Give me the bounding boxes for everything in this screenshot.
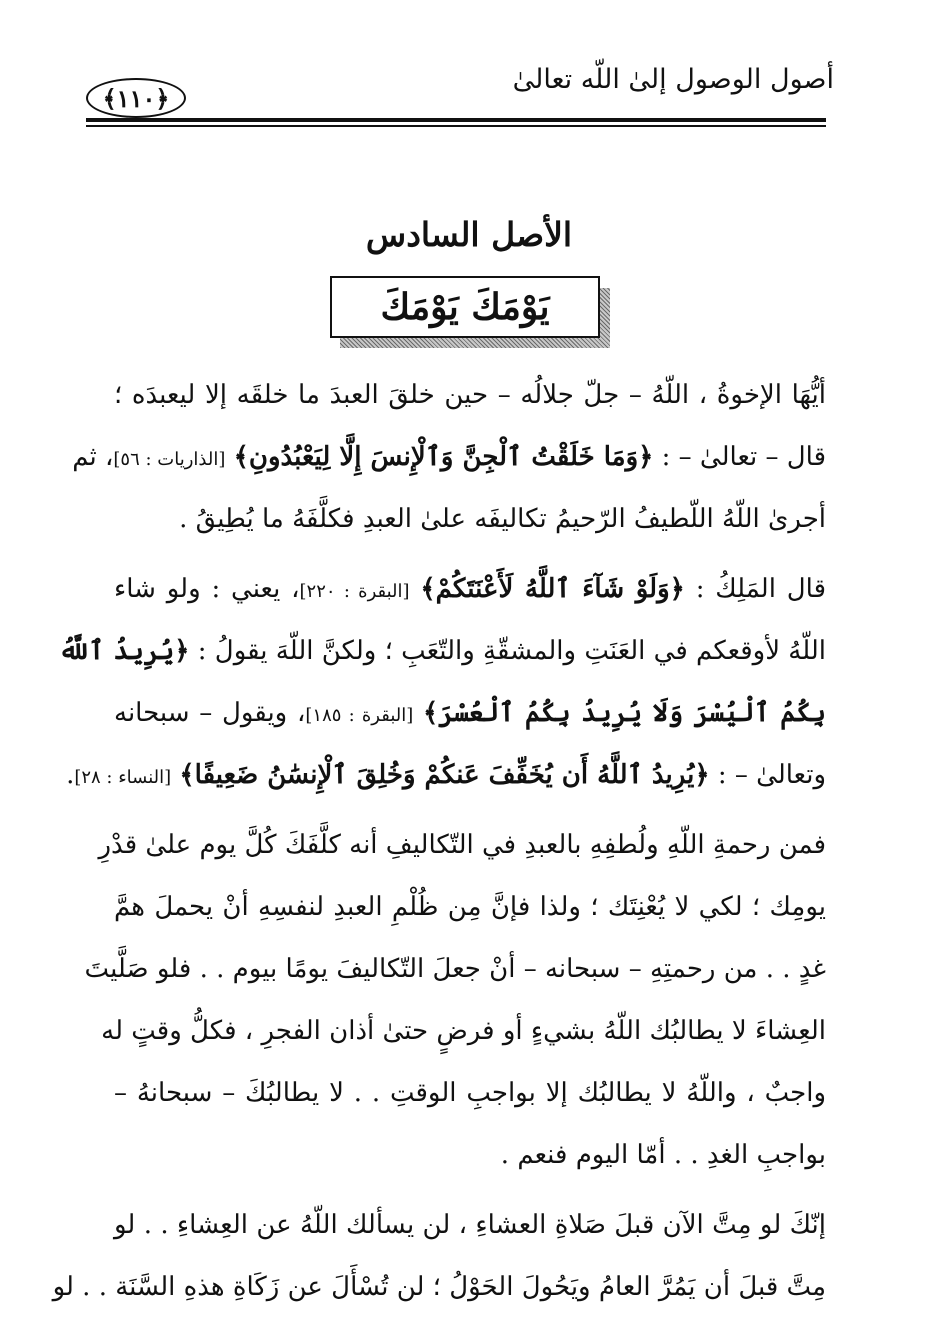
line-text: ، يعني : ولو شاء (114, 574, 300, 604)
page-number: ﴿١١٠﴾ (86, 78, 186, 118)
text-line (114, 364, 826, 426)
header-rule (86, 118, 826, 122)
quran-verse: ﴿وَلَوْ شَآءَ ٱللَّهُ لَأَعْنَتَكُمْ﴾ (420, 574, 685, 604)
paragraph-4 (52, 1194, 826, 1318)
line-text: بواجبِ الغدِ . . أمّا اليوم فنعم . (500, 1140, 826, 1170)
text-line (98, 814, 826, 876)
quran-verse: ﴿يُرِيدُ ٱللَّهُ أَن يُخَفِّفَ عَنكُمْ وَخُلِقَ ٱلْإِنسَٰنُ ضَعِيفًا﴾ (179, 760, 710, 790)
header-rule-thin (86, 125, 826, 127)
line-text: وتعالىٰ – : (717, 760, 826, 790)
verse-reference: [النساء : ٢٨] (74, 767, 172, 788)
text-line (58, 620, 826, 682)
line-text: أجرىٰ اللّهُ اللّطيفُ الرّحيمُ تكاليفَه علىٰ العبدِ فكلَّفَهُ ما يُطِيقُ . (179, 504, 826, 534)
line-text: غدٍ . . من رحمتِهِ – سبحانه – أنْ جعلَ التّكاليفَ يومًا بيوم . . فلو صَلَّيتَ (84, 954, 826, 984)
text-line (101, 1000, 826, 1062)
verse-reference: [البقرة : ١٨٥] (305, 705, 414, 726)
line-text: إنّكَ لو مِتَّ الآن قبلَ صَلاةِ العشاءِ ، لن يسألك اللّهُ عن العِشاءِ . . لو (114, 1210, 826, 1240)
running-title: أصول الوصول إلىٰ اللّه تعالىٰ (512, 64, 834, 95)
line-text: قال المَلِكُ : (695, 574, 826, 604)
verse-reference: [البقرة : ٢٢٠] (299, 581, 410, 602)
line-text: العِشاءَ لا يطالبُك اللّهُ بشيءٍ أو فرضٍ حتىٰ أذان الفجرِ ، فكلُّ وقتٍ له (101, 1016, 826, 1046)
line-text: . (66, 760, 75, 790)
line-text: يومِك ؛ لكي لا يُعْنِتَك ؛ ولذا فإنَّ مِن ظُلْمِ العبدِ لنفسِهِ أنْ يحملَ همَّ (114, 892, 826, 922)
text-line (72, 426, 826, 488)
line-text: قال – تعالىٰ – : (661, 442, 826, 472)
chapter-title: يَوْمَكَ يَوْمَكَ (330, 276, 600, 338)
text-line (84, 938, 826, 1000)
verse-reference: [الذاريات : ٥٦] (113, 449, 226, 470)
line-text: أيُّهَا الإخوةُ ، اللّهُ – جلّ جلالُه – حين خلقَ العبدَ ما خلقَه إلا ليعبدَه ؛ (114, 380, 826, 410)
text-line (114, 682, 826, 744)
paragraph-1 (72, 364, 826, 550)
line-text: مِتَّ قبلَ أن يَمُرَّ العامُ ويَحُولَ الحَوْلُ ؛ لن تُسْأَلَ عن زَكَاةِ هذهِ السَّنَة . . لو (52, 1272, 826, 1302)
line-text: اللّهُ لأوقعكم في العَنَتِ والمشقّةِ والتّعَبِ ؛ ولكنَّ اللّهَ يقولُ : (197, 636, 826, 666)
text-line (114, 876, 826, 938)
chapter-heading: الأصل السادس (365, 215, 573, 254)
text-line (52, 1256, 826, 1318)
line-text: ، ويقول – سبحانه (114, 698, 306, 728)
text-line (66, 744, 826, 806)
quran-verse: بِكُمُ ٱلْيُسْرَ وَلَا يُرِيدُ بِكُمُ ٱلْعُسْرَ﴾ (423, 698, 827, 728)
quran-verse: ﴿وَمَا خَلَقْتُ ٱلْجِنَّ وَٱلْإِنسَ إِلَّا لِيَعْبُدُونِ﴾ (233, 442, 654, 472)
text-line (114, 1194, 826, 1256)
text-line (114, 1124, 826, 1186)
paragraph-2 (58, 558, 827, 806)
quran-verse: ﴿يُرِيدُ ٱللَّهُ (58, 636, 190, 666)
paragraph-3 (84, 814, 826, 1186)
text-line (114, 488, 826, 550)
line-text: واجبٌ ، واللّهُ لا يطالبُك إلا بواجبِ الوقتِ . . لا يطالبُكَ – سبحانهُ – (114, 1078, 826, 1108)
text-line (114, 1062, 826, 1124)
text-line (114, 558, 826, 620)
line-text: ، ثم (72, 442, 114, 472)
body-text (52, 364, 827, 1326)
line-text: فمن رحمةِ اللّهِ ولُطفِهِ بالعبدِ في التّكاليفِ أنه كلَّفَكَ كُلَّ يوم علىٰ قدْرِ (98, 830, 826, 860)
chapter-title-box (330, 276, 610, 348)
